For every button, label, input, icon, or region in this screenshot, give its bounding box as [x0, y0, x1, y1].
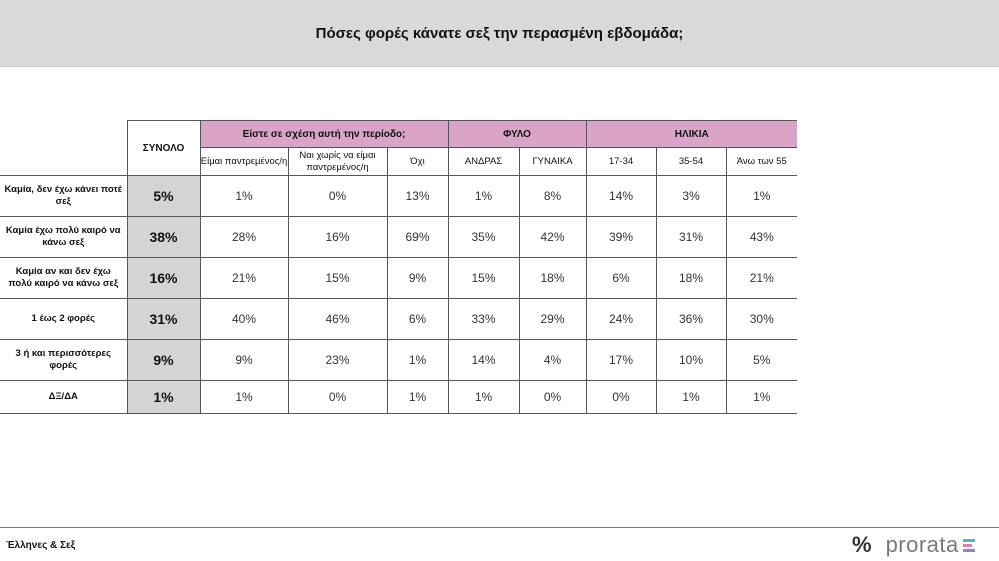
- total-cell: 9%: [127, 340, 200, 381]
- row-label: Καμία, δεν έχω κάνει ποτέ σεξ: [0, 176, 127, 217]
- value-cell: 15%: [448, 258, 519, 299]
- value-cell: 39%: [586, 217, 656, 258]
- value-cell: 35%: [448, 217, 519, 258]
- table-row: [0, 258, 797, 299]
- table-body: [0, 176, 797, 414]
- value-cell: 17%: [586, 340, 656, 381]
- value-cell: 1%: [387, 381, 448, 414]
- value-cell: 8%: [519, 176, 586, 217]
- value-cell: 36%: [656, 299, 726, 340]
- value-cell: 0%: [586, 381, 656, 414]
- value-cell: 0%: [288, 381, 387, 414]
- value-cell: 31%: [656, 217, 726, 258]
- value-cell: 29%: [519, 299, 586, 340]
- logo-bar: [963, 549, 975, 552]
- value-cell: 18%: [656, 258, 726, 299]
- value-cell: 16%: [288, 217, 387, 258]
- value-cell: 33%: [448, 299, 519, 340]
- column-header: Άνω των 55: [726, 148, 797, 176]
- row-label: Καμία αν και δεν έχω πολύ καιρό να κάνω σεξ: [0, 258, 127, 299]
- logo-bar: [963, 539, 975, 542]
- value-cell: 1%: [200, 381, 288, 414]
- value-cell: 1%: [200, 176, 288, 217]
- total-cell: 1%: [127, 381, 200, 414]
- value-cell: 1%: [387, 340, 448, 381]
- value-cell: 28%: [200, 217, 288, 258]
- value-cell: 1%: [448, 176, 519, 217]
- table-row: [0, 299, 797, 340]
- value-cell: 9%: [387, 258, 448, 299]
- column-header: 35-54: [656, 148, 726, 176]
- logo-bar: [963, 544, 972, 547]
- corner-cell: [0, 121, 127, 176]
- value-cell: 14%: [586, 176, 656, 217]
- value-cell: 0%: [288, 176, 387, 217]
- value-cell: 42%: [519, 217, 586, 258]
- value-cell: 9%: [200, 340, 288, 381]
- row-label: ΔΞ/ΔΑ: [0, 381, 127, 414]
- column-header: Όχι: [387, 148, 448, 176]
- value-cell: 10%: [656, 340, 726, 381]
- table-row: [0, 381, 797, 414]
- value-cell: 1%: [656, 381, 726, 414]
- value-cell: 21%: [200, 258, 288, 299]
- footer-divider: [0, 527, 999, 528]
- crosstab-table: [0, 120, 797, 414]
- value-cell: 18%: [519, 258, 586, 299]
- row-label: Καμία έχω πολύ καιρό να κάνω σεξ: [0, 217, 127, 258]
- logo-wordmark: prorata: [885, 532, 959, 557]
- row-label: 3 ή και περισσότερες φορές: [0, 340, 127, 381]
- value-cell: 4%: [519, 340, 586, 381]
- table-row: [0, 176, 797, 217]
- value-cell: 43%: [726, 217, 797, 258]
- footer-source: Έλληνες & Σεξ: [6, 540, 76, 551]
- group-header-age: ΗΛΙΚΙΑ: [586, 121, 797, 148]
- column-header: Είμαι παντρεμένος/η: [200, 148, 288, 176]
- value-cell: 6%: [387, 299, 448, 340]
- value-cell: 1%: [726, 176, 797, 217]
- value-cell: 23%: [288, 340, 387, 381]
- table-row: [0, 340, 797, 381]
- column-header: ΓΥΝΑΙΚΑ: [519, 148, 586, 176]
- value-cell: 69%: [387, 217, 448, 258]
- table-row: [0, 217, 797, 258]
- total-header: ΣΥΝΟΛΟ: [127, 121, 200, 176]
- title-bar: [0, 0, 999, 67]
- value-cell: 1%: [726, 381, 797, 414]
- value-cell: 1%: [448, 381, 519, 414]
- value-cell: 0%: [519, 381, 586, 414]
- prorata-logo: [852, 532, 977, 558]
- value-cell: 13%: [387, 176, 448, 217]
- value-cell: 15%: [288, 258, 387, 299]
- value-cell: 21%: [726, 258, 797, 299]
- group-header-gender: ΦΥΛΟ: [448, 121, 586, 148]
- value-cell: 46%: [288, 299, 387, 340]
- total-cell: 5%: [127, 176, 200, 217]
- value-cell: 30%: [726, 299, 797, 340]
- total-cell: 38%: [127, 217, 200, 258]
- total-cell: 31%: [127, 299, 200, 340]
- page-title: Πόσες φορές κάνατε σεξ την περασμένη εβδομάδα;: [315, 24, 684, 42]
- column-header: ΑΝΔΡΑΣ: [448, 148, 519, 176]
- logo-bars-icon: [963, 537, 977, 553]
- group-header-relationship: Είστε σε σχέση αυτή την περίοδο;: [200, 121, 448, 148]
- value-cell: 24%: [586, 299, 656, 340]
- value-cell: 3%: [656, 176, 726, 217]
- value-cell: 40%: [200, 299, 288, 340]
- row-label: 1 έως 2 φορές: [0, 299, 127, 340]
- column-header: 17-34: [586, 148, 656, 176]
- value-cell: 5%: [726, 340, 797, 381]
- value-cell: 14%: [448, 340, 519, 381]
- logo-percent-symbol: %: [852, 532, 872, 557]
- column-header: Ναι χωρίς να είμαι παντρεμένος/η: [288, 148, 387, 176]
- value-cell: 6%: [586, 258, 656, 299]
- total-cell: 16%: [127, 258, 200, 299]
